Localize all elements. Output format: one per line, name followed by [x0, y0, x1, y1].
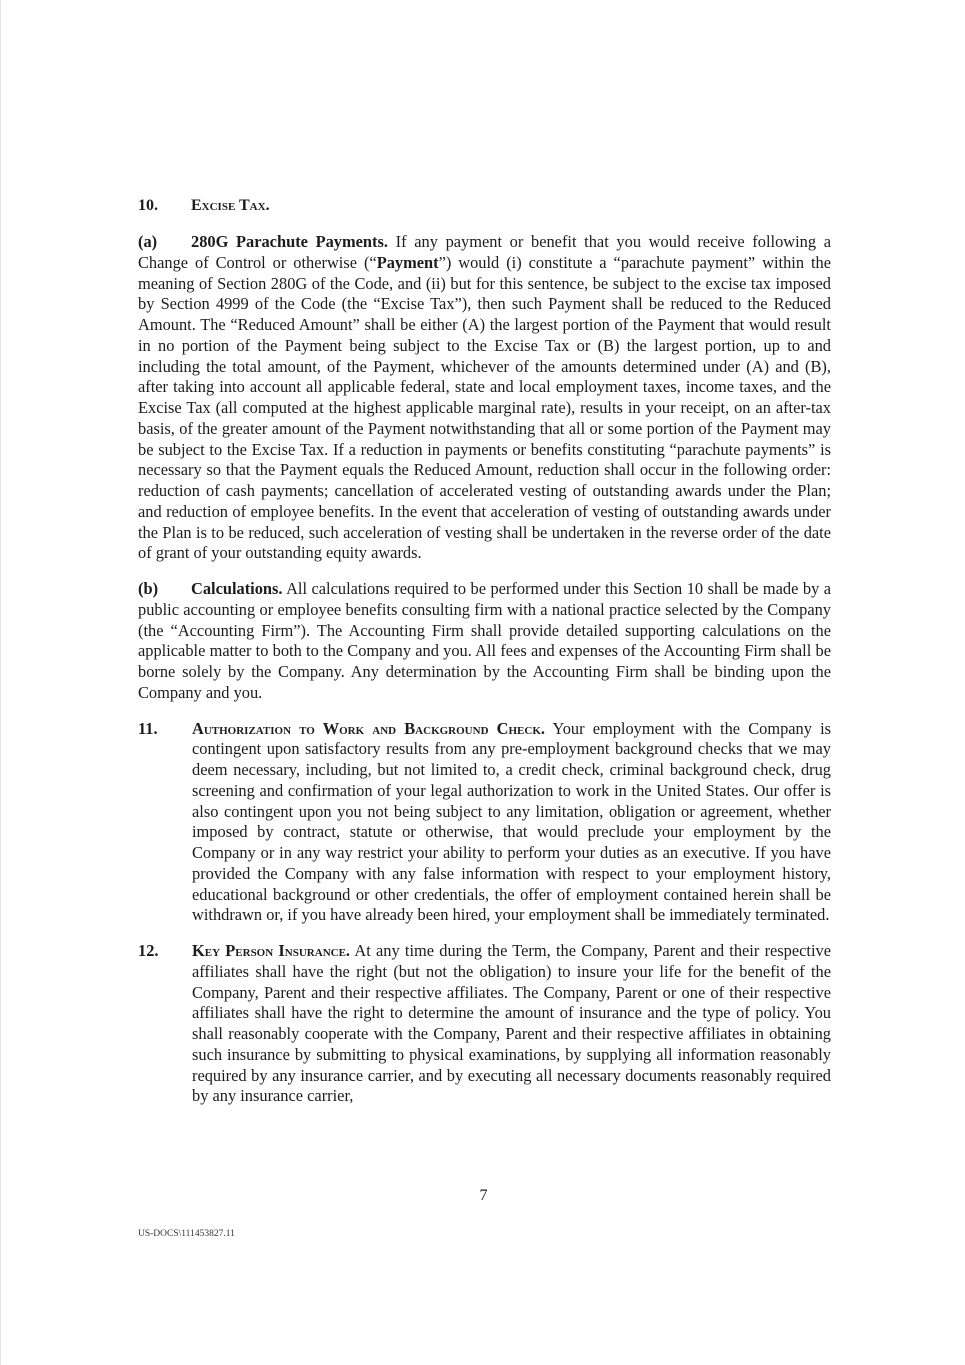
page-number: 7	[479, 1187, 488, 1204]
subsection-heading: 280G Parachute Payments.	[191, 232, 388, 251]
paragraph-text: Your employment with the Company is contingent upon satisfactory results from any pre-employment background checks that we may deem necessary, including, but not limited to, a credit check, criminal background check, drug screening and confirmation of your legal authorization to work in the United States. Our offer is also contingent upon you not being subject to any limitation, obligation or agreement, whether imposed by contract, statute or otherwise, that would preclude your employment by the Company or in any way restrict your ability to perform your duties as an executive. If you have provided the Company with any false information with respect to your employment history, educational background or other credentials, the offer of employment contained herein shall be withdrawn or, if you have already been hired, your employment shall be immediately terminated.	[192, 718, 831, 925]
document-id: US-DOCS\111453827.11	[138, 1229, 235, 1239]
page-content	[138, 197, 831, 1122]
section-title: Authorization to Work and Background Check.	[192, 718, 545, 738]
defined-term: Payment	[376, 252, 439, 272]
section-10-heading	[138, 197, 831, 215]
subsection-label: (a)	[138, 232, 158, 251]
paragraph-10a	[138, 232, 831, 564]
subsection-heading: Calculations.	[191, 579, 283, 598]
section-number: 10.	[138, 197, 158, 214]
paragraph-text: All calculations required to be performed under this Section 10 shall be made by a public accounting or employee benefits consulting firm with a national practice selected by the Company (the “Accounting Firm”). The Accounting Firm shall provide detailed supporting calculations on the applicable matter to both to the Company and you. All fees and expenses of the Accounting Firm shall be borne solely by the Company. Any determination by the Accounting Firm shall be binding upon the Company and you.	[138, 579, 831, 702]
section-11	[138, 719, 831, 927]
paragraph-text: At any time during the Term, the Company, Parent and their respective affiliates shall have the right (but not the obligation) to insure your life for the benefit of the Company, Parent and their respective affiliates. The Company, Parent or one of their respective affiliates shall have the right to determine the amount of insurance and the type of policy. You shall reasonably cooperate with the Company, Parent and their respective affiliates in obtaining such insurance by submitting to physical examinations, by supplying all information reasonably required by any insurance carrier, and by executing all necessary documents reasonably required by any insurance carrier,	[192, 941, 831, 1106]
paragraph-text: If any payment or benefit that you would receive following a Change of Control or otherwise (“	[138, 232, 831, 272]
section-number: 11.	[138, 718, 158, 738]
section-12	[138, 941, 831, 1107]
subsection-label: (b)	[138, 579, 159, 598]
section-number: 12.	[138, 941, 159, 960]
section-title: Key Person Insurance.	[192, 941, 351, 960]
paragraph-text: ”) would (i) constitute a “parachute payment” within the meaning of Section 280G of the Code, and (ii) but for this sentence, be subject to the excise tax imposed by Section 4999 of the Code (the “Excise Tax”), then such Payment shall be reduced to the Reduced Amount. The “Reduced Amount” shall be either (A) the largest portion of the Payment that would result in no portion of the Payment being subject to the Excise Tax or (B) the largest portion, up to and including the total amount, of the Payment, whichever of the amounts determined under (A) and (B), after taking into account all applicable federal, state and local employment taxes, income taxes, and the Excise Tax (all computed at the highest applicable marginal rate), results in your receipt, on an after-tax basis, of the greater amount of the Payment notwithstanding that all or some portion of the Payment may be subject to the Excise Tax. If a reduction in payments or benefits constituting “parachute payments” is necessary so that the Payment equals the Reduced Amount, reduction shall occur in the following order: reduction of cash payments; cancellation of accelerated vesting of outstanding awards under the Plan; and reduction of employee benefits. In the event that acceleration of vesting of outstanding awards under the Plan is to be reduced, such acceleration of vesting shall be undertaken in the reverse order of the date of grant of your outstanding equity awards.	[138, 252, 831, 563]
section-title: Excise Tax.	[191, 197, 270, 214]
paragraph-10b	[138, 579, 831, 704]
section-11-body	[192, 719, 831, 927]
section-12-body	[192, 941, 831, 1107]
